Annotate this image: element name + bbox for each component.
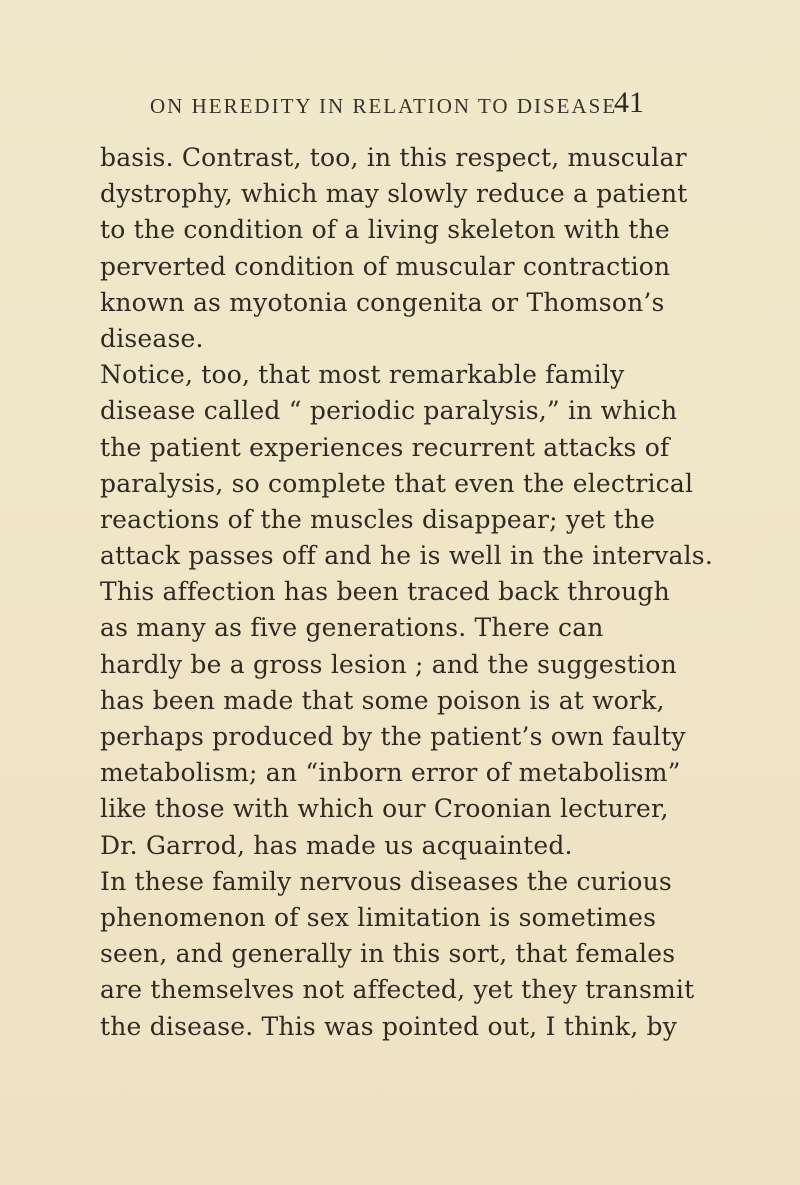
running-head-title: ON HEREDITY IN RELATION TO DISEASE (150, 94, 618, 118)
text-line: has been made that some poison is at work, (100, 685, 665, 715)
text-line: metabolism; an “inborn error of metabolism” (100, 758, 681, 788)
text-line: dystrophy, which may slowly reduce a patient (100, 179, 688, 209)
text-line: as many as five generations. There can (100, 613, 604, 643)
text-line: disease called “ periodic paralysis,” in which (100, 396, 678, 426)
text-line: the disease. This was pointed out, I think, by (100, 1011, 678, 1041)
text-line: attack passes off and he is well in the intervals. (100, 541, 713, 571)
text-line: the patient experiences recurrent attacks of (100, 432, 670, 462)
text-line: In these family nervous diseases the curious (100, 866, 672, 896)
text-line: reactions of the muscles disappear; yet the (100, 504, 656, 534)
text-line: This affection has been traced back through (100, 577, 670, 607)
body-text (100, 140, 713, 1045)
text-line: Notice, too, that most remarkable family (100, 360, 625, 390)
text-line: to the condition of a living skeleton with the (100, 215, 670, 245)
text-line: perhaps produced by the patient’s own faulty (100, 722, 686, 751)
page-number: 41 (614, 86, 644, 119)
running-head (150, 86, 770, 126)
text-line: like those with which our Croonian lecturer, (100, 794, 669, 824)
text-line: perverted condition of muscular contraction (100, 251, 671, 281)
text-line: are themselves not affected, yet they transmit (100, 975, 695, 1005)
text-line: Dr. Garrod, has made us acquainted. (100, 830, 573, 860)
text-line: paralysis, so complete that even the electrical (100, 468, 694, 498)
text-line: hardly be a gross lesion ; and the suggestion (100, 649, 677, 679)
text-line: known as myotonia congenita or Thomson’s (100, 287, 665, 317)
text-line: seen, and generally in this sort, that females (100, 939, 676, 969)
text-line: disease. (100, 323, 204, 353)
text-line: basis. Contrast, too, in this respect, muscular (100, 143, 687, 172)
text-line: phenomenon of sex limitation is sometimes (100, 902, 657, 932)
